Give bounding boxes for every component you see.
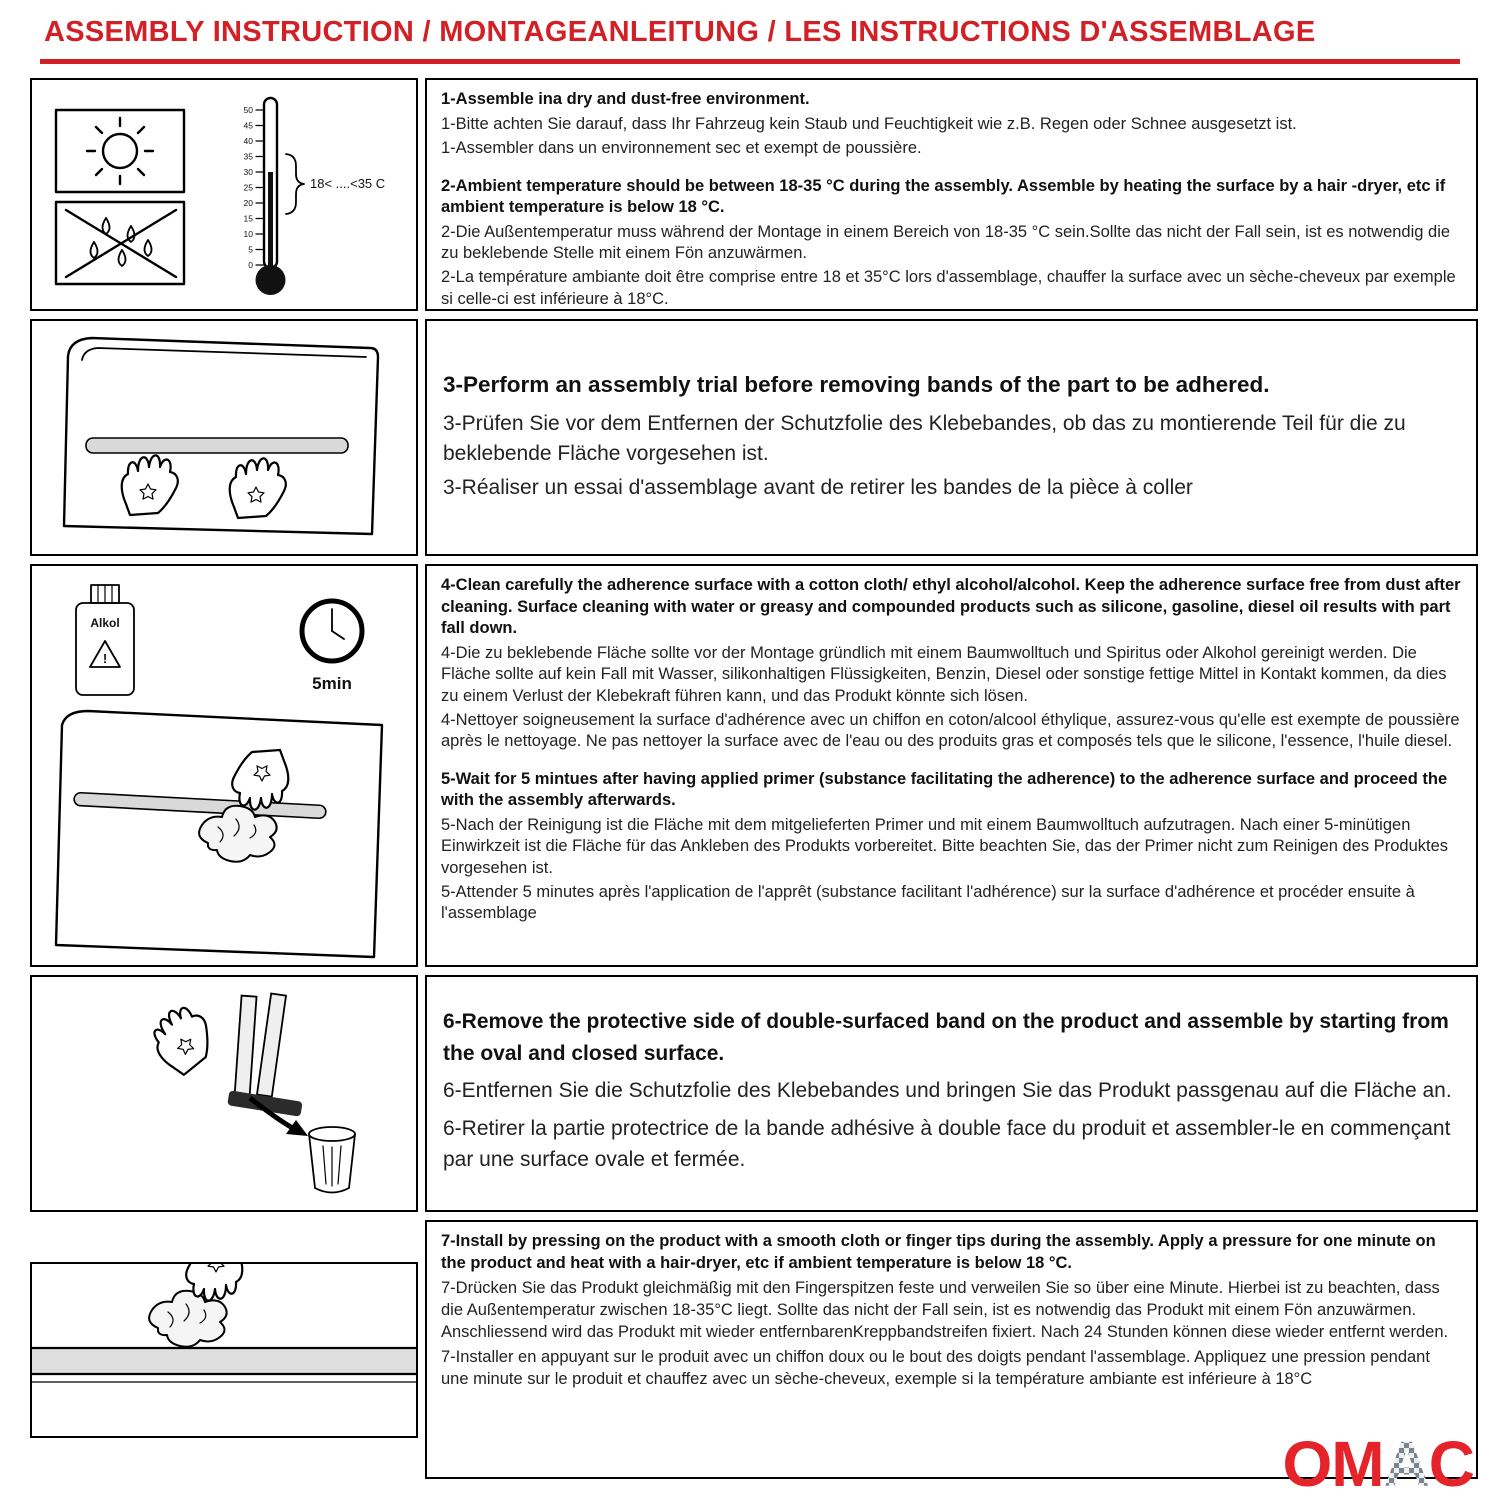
- instruction-row-3: [30, 564, 1478, 967]
- step-6-en: 6-Remove the protective side of double-surfaced band on the product and assemble by starting from the oval and closed surface.: [443, 1010, 1449, 1065]
- instruction-text-2: [425, 319, 1478, 556]
- svg-text:25: 25: [243, 182, 253, 193]
- step-5-de: 5-Nach der Reinigung ist die Fläche mit dem mitgelieferten Primer und mit einem Baumwolltuch aufzutragen. Nach einer 5-minütigen Einwirkzeit ist die Fläche für das Ankleben des Produkts vorbereitet. Bitte beachten Sie, das der Primer nicht zum Reinigen des Produktes vorgesehen ist.: [441, 815, 1449, 877]
- svg-text:40: 40: [243, 136, 253, 147]
- assembly-trial-illustration: [32, 321, 416, 554]
- illustration-box-4: [30, 975, 418, 1212]
- title-underline: [40, 59, 1460, 64]
- step-7-en: 7-Install by pressing on the product with a smooth cloth or finger tips during the assembly. Apply a pressure for one minute on the product and heat with a hair-dryer, etc if ambient temperature is below 18 °C.: [441, 1232, 1436, 1273]
- header: [0, 0, 1500, 49]
- hand-icon: [143, 999, 223, 1080]
- press-install-illustration: [32, 1264, 416, 1436]
- clock-label: 5min: [312, 674, 352, 694]
- svg-text:0: 0: [248, 260, 253, 271]
- no-rain-icon: [56, 202, 184, 284]
- instruction-row-5: [30, 1220, 1478, 1479]
- trash-can-icon: [309, 1127, 355, 1193]
- step-4-de: 4-Die zu beklebende Fläche sollte vor der Montage gründlich mit einem Baumwolltuch und Spiritus oder Alkohol gereinigt werden. Die Fläche sollte auf kein Fall mit Wasser, silikonhaltigen Flüssigkeiten, Benzin, Diesel oder sonstige fettige Mittel in Kontakt kommen, da dies zu einem Verlust der Klebekraft führen kann, und das Produkt könnte sich lösen.: [441, 643, 1447, 705]
- illustration-box-1: [30, 78, 418, 311]
- instruction-text-1: [425, 78, 1478, 311]
- step-4-fr: 4-Nettoyer soigneusement la surface d'adhérence avec un chiffon en coton/alcool éthylique, assurez-vous qu'elle est exempte de poussière après le nettoyage. Ne pas nettoyer la surface avec de l'eau ou des produits gras et composés tels que le silicone, l'essence, l'huile diesel.: [441, 710, 1460, 751]
- hand-icon: [122, 456, 178, 516]
- page-title: ASSEMBLY INSTRUCTION / MONTAGEANLEITUNG / LES INSTRUCTIONS D'ASSEMBLAGE: [44, 16, 1316, 48]
- step-1-fr: 1-Assembler dans un environnement sec et exempt de poussière.: [441, 139, 922, 158]
- svg-text:30: 30: [243, 167, 253, 178]
- logo-letter-a: A: [1383, 1428, 1429, 1500]
- car-door-icon: [64, 338, 378, 534]
- svg-text:45: 45: [243, 120, 253, 131]
- trim-strip-icon: [32, 1348, 416, 1382]
- step-2-en: 2-Ambient temperature should be between 18-35 °C during the assembly. Assemble by heating the surface by a hair -dryer, etc if ambient temperature is below 18 °C.: [441, 176, 1446, 217]
- surface-cleaning-illustration: [32, 566, 416, 965]
- step-5-fr: 5-Attender 5 minutes après l'application de l'apprêt (substance facilitant l'adhérence) sur la surface d'adhérence et procéder ensuite à l'assemblage: [441, 883, 1415, 923]
- illustration-box-3: [30, 564, 418, 967]
- band-removal-illustration: [32, 977, 416, 1210]
- svg-text:15: 15: [243, 213, 253, 224]
- step-3-fr: 3-Réaliser un essai d'assemblage avant de retirer les bandes de la pièce à coller: [443, 475, 1193, 499]
- svg-text:20: 20: [243, 198, 253, 209]
- step-3-de: 3-Prüfen Sie vor dem Entfernen der Schutzfolie des Klebebandes, ob das zu montierende Teil für die zu beklebende Fläche vorgesehen ist.: [443, 412, 1406, 465]
- alcohol-bottle-icon: [76, 585, 134, 695]
- svg-text:10: 10: [243, 229, 253, 240]
- svg-text:!: !: [102, 651, 108, 667]
- instruction-text-3: [425, 564, 1478, 967]
- step-3-en: 3-Perform an assembly trial before removing bands of the part to be adhered.: [443, 372, 1270, 398]
- instruction-row-1: [30, 78, 1478, 311]
- sun-icon: [56, 110, 184, 192]
- step-5-en: 5-Wait for 5 mintues after having applied primer (substance facilitating the adherence) to the adherence surface and proceed the with the assembly afterwards.: [441, 769, 1448, 810]
- step-4-en: 4-Clean carefully the adherence surface with a cotton cloth/ ethyl alcohol/alcohol. Keep the adherence surface free from dust after cleaning. Surface cleaning with water or greasy and compounded products such as silicone, gasoline, diesel oil results with part fall down.: [441, 576, 1461, 638]
- temperature-conditions-illustration: [32, 80, 416, 309]
- step-6-de: 6-Entfernen Sie die Schutzfolie des Klebebandes und bringen Sie das Produkt passgenau auf die Fläche an.: [443, 1079, 1452, 1103]
- clock-icon: [302, 601, 362, 693]
- step-6-fr: 6-Retirer la partie protectrice de la bande adhésive à double face du produit et assembler-le en commençant par une surface ovale et fermée.: [443, 1116, 1451, 1172]
- protective-strips-icon: [227, 994, 302, 1117]
- svg-text:50: 50: [243, 105, 253, 116]
- step-2-de: 2-Die Außentemperatur muss während der Montage in einem Bereich von 18-35 °C sein.Sollte das nicht der Fall sein, ist es notwendig die zu beklebende Stelle mit einem Fön anzuwärmen.: [441, 222, 1451, 262]
- step-2-fr: 2-La température ambiante doit être comprise entre 18 et 35°C lors d'assemblage, chauffer la surface avec un sèche-cheveux par exemple si celle-ci est inférieure à 18°C.: [441, 268, 1456, 308]
- step-7-fr: 7-Installer en appuyant sur le produit avec un chiffon doux ou le bout des doigts pendant l'assemblage. Appliquez une pression pendant une minute sur le produit et chauffez avec un sèche-cheveux, exemple si la température ambiante est inférieure à 18°C: [441, 1348, 1430, 1388]
- thermometer-icon: [244, 98, 386, 295]
- instruction-row-4: [30, 975, 1478, 1212]
- svg-text:Alkol: Alkol: [90, 616, 120, 631]
- step-1-en: 1-Assemble ina dry and dust-free environment.: [441, 90, 810, 109]
- temperature-range-label: 18< ....<35 C: [310, 176, 386, 192]
- logo-letter-m: M: [1331, 1428, 1384, 1500]
- logo-letter-c: C: [1428, 1428, 1474, 1500]
- instruction-row-2: [30, 319, 1478, 556]
- logo-letter-o: O: [1282, 1428, 1332, 1500]
- pressing-hand-icon: [149, 1264, 242, 1347]
- illustration-box-2: [30, 319, 418, 556]
- instruction-text-4: [425, 975, 1478, 1212]
- omac-logo: [1282, 1428, 1474, 1500]
- hand-icon: [230, 459, 286, 519]
- step-7-de: 7-Drücken Sie das Produkt gleichmäßig mit den Fingerspitzen feste und verweilen Sie so über eine Minute. Hierbei ist zu beachten, dass die Außentemperatur zwischen 18-35°C liegt. Sollte das nicht der Fall sein, ist es notwendig das Produkt mit einem Fön anzuwärmen. Anschliessend wird das Produkt mit wieder entfernbarenKreppbandstreifen fixiert. Nach 24 Stunden können diese wieder entfernt werden.: [441, 1279, 1449, 1342]
- svg-text:35: 35: [243, 151, 253, 162]
- instruction-rows: [30, 78, 1478, 1479]
- step-1-de: 1-Bitte achten Sie darauf, dass Ihr Fahrzeug kein Staub und Feuchtigkeit wie z.B. Regen oder Schnee ausgesetzt ist.: [441, 114, 1297, 133]
- illustration-box-5: [30, 1262, 418, 1438]
- svg-text:5: 5: [248, 244, 253, 255]
